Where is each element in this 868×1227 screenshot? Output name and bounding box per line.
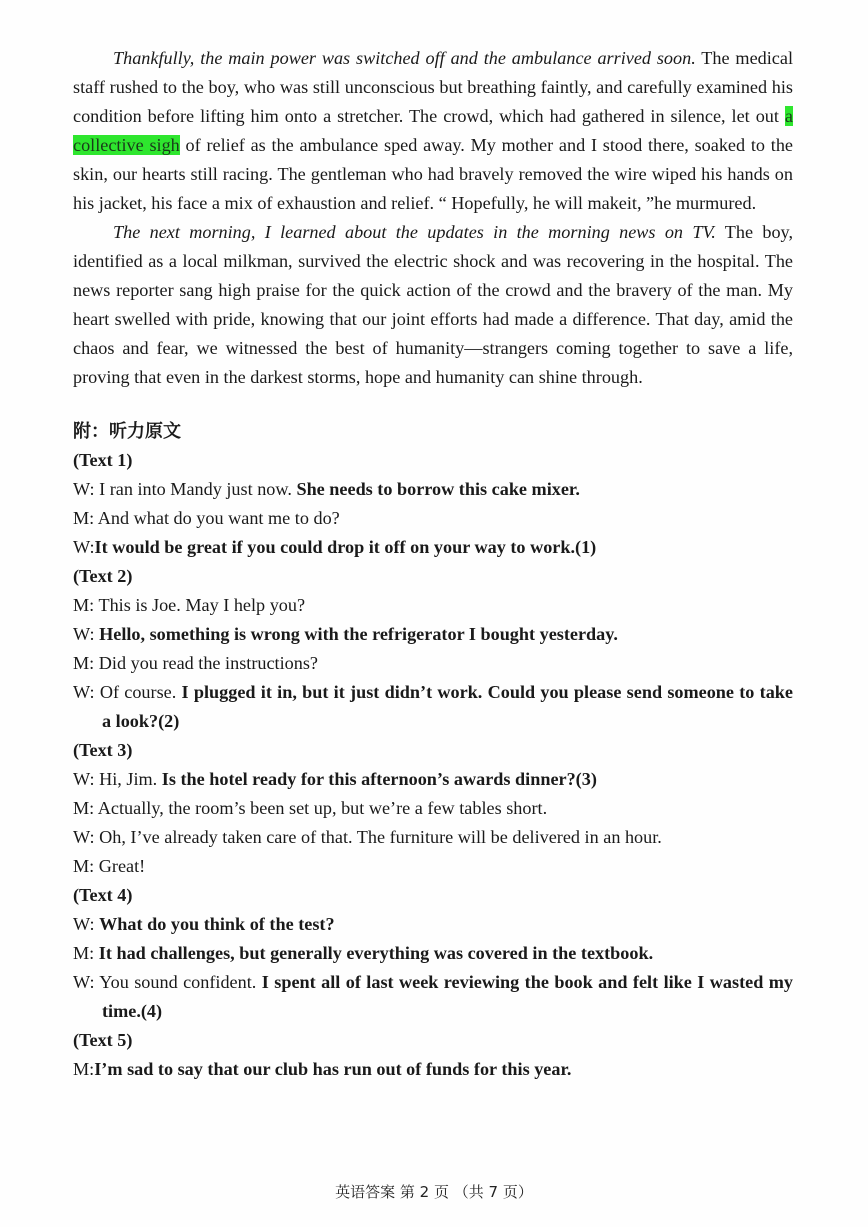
dialogue-line: [73, 1055, 793, 1084]
dialogue-key-text: I plugged it in, but it just didn’t work. Could you please send someone to take a look?(2): [102, 682, 793, 731]
highlighted-phrase: a collective sigh: [73, 106, 793, 155]
speaker-label: W:: [73, 682, 100, 702]
speaker-label: W:: [73, 972, 100, 992]
dialogue-line: [73, 475, 793, 504]
appendix-title: 附：听力原文: [73, 421, 181, 442]
dialogue-key-text: It had challenges, but generally everything was covered in the textbook.: [98, 943, 654, 963]
dialogue-line: [73, 765, 793, 794]
dialogue-line: [73, 620, 793, 649]
dialogue-text: Of course.: [99, 682, 182, 702]
essay-paragraph-2-lead: The next morning, I learned about the updates in the morning news on TV.: [113, 222, 716, 242]
dialogue-text: This is Joe. May I help you?: [98, 595, 306, 615]
speaker-label: W:: [73, 914, 100, 934]
dialogue-key-text: She needs to borrow this cake mixer.: [296, 479, 580, 499]
transcript-heading: (Text 4): [73, 885, 133, 905]
speaker-label: M:: [73, 856, 99, 876]
dialogue-line: [73, 794, 793, 823]
speaker-label: M:: [73, 943, 99, 963]
dialogue-text: I ran into Mandy just now.: [99, 479, 297, 499]
dialogue-key-text: I spent all of last week reviewing the book and felt like I wasted my time.(4): [102, 972, 793, 1021]
transcript-heading: (Text 1): [73, 450, 133, 470]
speaker-label: W:: [73, 827, 100, 847]
dialogue-line: [73, 910, 793, 939]
document-page: [73, 44, 793, 1084]
transcript-heading: (Text 5): [73, 1030, 133, 1050]
dialogue-line: [73, 852, 793, 881]
essay-paragraph-2-text: The boy, identified as a local milkman, survived the electric shock and was recovering in the hospital. The news reporter sang high praise for the quick action of the crowd and the bravery of the man. My heart swelled with pride, knowing that our joint efforts had made a difference. That day, amid the chaos and fear, we witnessed the best of humanity—strangers coming together to save a life, proving that even in the darkest storms, hope and humanity can shine through.: [73, 222, 793, 387]
dialogue-line: [73, 678, 793, 736]
speaker-label: M:: [73, 508, 98, 528]
dialogue-line: [73, 968, 793, 1026]
speaker-label: W:: [73, 479, 100, 499]
dialogue-line: [73, 591, 793, 620]
dialogue-line: [73, 939, 793, 968]
listening-transcript: [73, 446, 793, 1084]
dialogue-key-text: Hello, something is wrong with the refrigerator I bought yesterday.: [99, 624, 618, 644]
dialogue-line: [73, 649, 793, 678]
speaker-label: M:: [73, 798, 98, 818]
speaker-label: M:: [73, 653, 99, 673]
dialogue-line: [73, 504, 793, 533]
essay-paragraph-1: [73, 44, 793, 218]
speaker-label: M:: [73, 1059, 95, 1079]
transcript-heading: (Text 3): [73, 740, 133, 760]
speaker-label: M:: [73, 595, 99, 615]
dialogue-key-text: Is the hotel ready for this afternoon’s awards dinner?(3): [161, 769, 597, 789]
dialogue-text: Did you read the instructions?: [98, 653, 318, 673]
dialogue-text: Great!: [98, 856, 146, 876]
essay-paragraph-2: [73, 218, 793, 392]
speaker-label: W:: [73, 624, 100, 644]
dialogue-line: [73, 533, 793, 562]
speaker-label: W:: [73, 769, 100, 789]
essay-paragraph-1-text-a: The medical staff rushed to the boy, who was still unconscious but breathing faintly, and carefully examined his condition before lifting him onto a stretcher. The crowd, which had gathered in silence, let out: [73, 48, 793, 126]
transcript-heading: (Text 2): [73, 566, 133, 586]
dialogue-key-text: What do you think of the test?: [99, 914, 335, 934]
dialogue-text: Hi, Jim.: [99, 769, 162, 789]
speaker-label: W:: [73, 537, 95, 557]
dialogue-key-text: I’m sad to say that our club has run out of funds for this year.: [94, 1059, 572, 1079]
dialogue-text: Oh, I’ve already taken care of that. The furniture will be delivered in an hour.: [99, 827, 662, 847]
essay-paragraph-1-lead: Thankfully, the main power was switched off and the ambulance arrived soon.: [113, 48, 696, 68]
essay-paragraph-1-text-b: of relief as the ambulance sped away. My mother and I stood there, soaked to the skin, our hearts still racing. The gentleman who had bravely removed the wire wiped his hands on his jacket, his face a mix of exhaustion and relief. “ Hopefully, he will makeit, ”he murmured.: [73, 135, 793, 213]
dialogue-key-text: It would be great if you could drop it off on your way to work.(1): [94, 537, 597, 557]
dialogue-text: You sound confident.: [99, 972, 262, 992]
dialogue-text: Actually, the room’s been set up, but we’re a few tables short.: [97, 798, 548, 818]
dialogue-text: And what do you want me to do?: [97, 508, 340, 528]
dialogue-line: [73, 823, 793, 852]
page-footer: 英语答案 第 2 页 （共 7 页）: [335, 1183, 533, 1201]
